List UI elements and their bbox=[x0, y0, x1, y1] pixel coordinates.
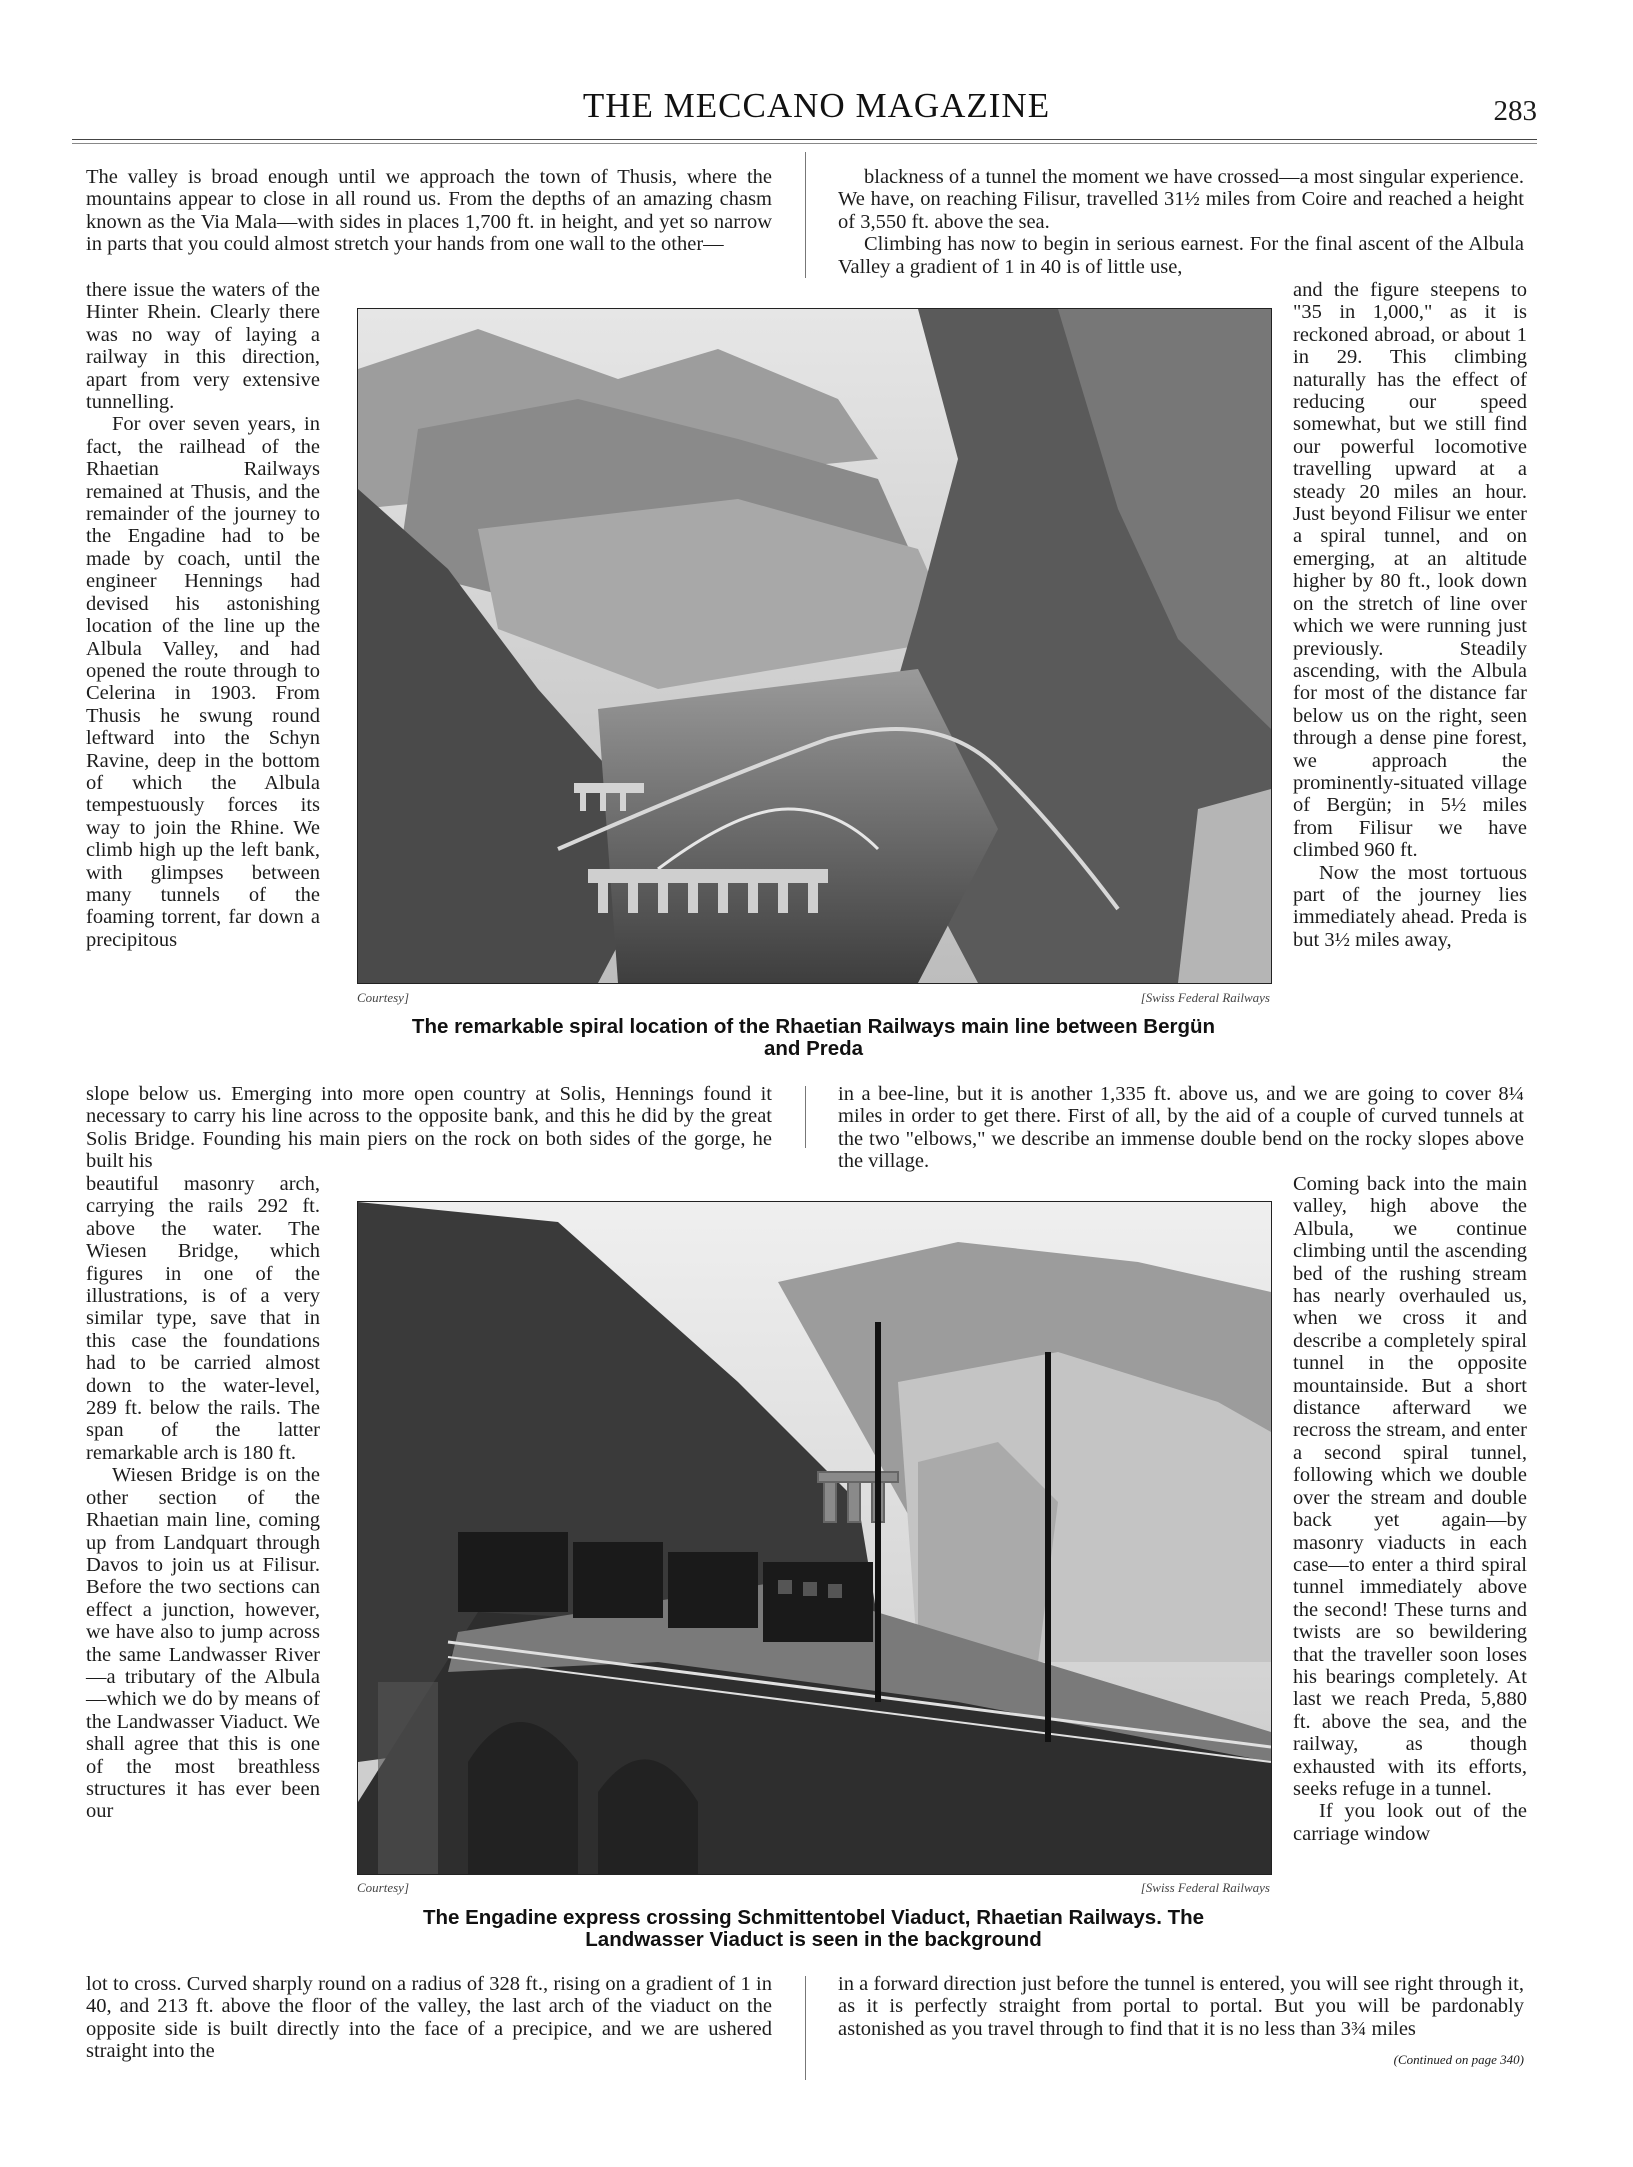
paragraph: in a forward direction just before the tunnel is entered, you will see right through it, as it is perfectly straight from portal to portal. But you will be pardonably astonished as you travel through to find that it is no less than 3¾ miles bbox=[838, 1973, 1524, 2040]
paragraph: If you look out of the carriage window bbox=[1293, 1800, 1527, 1845]
photo2-credit-left: Courtesy] bbox=[357, 1880, 409, 1895]
magazine-title: THE MECCANO MAGAZINE bbox=[582, 86, 1051, 125]
left-narrow-text-2 bbox=[86, 1173, 320, 1823]
right-middle-text bbox=[838, 1083, 1524, 1173]
caption-line: The remarkable spiral location of the Rhaetian Railways main line between Bergün bbox=[411, 1015, 1216, 1038]
photo-engadine-express bbox=[357, 1201, 1272, 1875]
photo-spiral-location bbox=[357, 308, 1272, 984]
photo1-credit-right: [Swiss Federal Railways bbox=[1140, 990, 1270, 1005]
left-middle-text bbox=[86, 1083, 772, 1173]
right-narrow-text-1 bbox=[1293, 279, 1527, 951]
left-narrow-text-1 bbox=[86, 279, 320, 951]
column-divider bbox=[805, 1976, 806, 2080]
paragraph: in a bee-line, but it is another 1,335 ft. above us, and we are going to cover 8¼ miles in order to get there. First of all, by the aid of a couple of curved tunnels at the two "elbows," we describe an immense double bend on the rocky slopes above the village. bbox=[838, 1083, 1524, 1173]
column-divider bbox=[805, 1086, 806, 1148]
right-bottom-text bbox=[838, 1973, 1524, 2040]
train-viaduct-image bbox=[358, 1202, 1271, 1874]
paragraph: there issue the waters of the Hinter Rhein. Clearly there was no way of laying a railway in this direction, apart from very extensive tunnelling. bbox=[86, 279, 320, 414]
paragraph: beautiful masonry arch, carrying the rails 292 ft. above the water. The Wiesen Bridge, which figures in one of the illustrations, is of a very similar type, save that in this case the foundations had to be carried almost down to the water-level, 289 ft. below the rails. The span of the latter remarkable arch is 180 ft. bbox=[86, 1173, 320, 1464]
caption-line: The Engadine express crossing Schmittentobel Viaduct, Rhaetian Railways. The bbox=[422, 1906, 1205, 1929]
paragraph: The valley is broad enough until we approach the town of Thusis, where the mountains appear to close in all round us. From the depths of an amazing chasm known as the Via Mala—with sides in places 1,700 ft. in height, and yet so narrow in parts that you could almost stretch your hands from one wall to the other— bbox=[86, 166, 772, 256]
header-rule bbox=[72, 139, 1537, 144]
photo2-caption bbox=[330, 1907, 1297, 1951]
column-divider bbox=[805, 152, 806, 278]
paragraph: and the figure steepens to "35 in 1,000," as it is reckoned abroad, or about 1 in 29. This climbing naturally has the effect of reducing our speed somewhat, but we still find our powerful locomotive travelling upward at a steady 20 miles an hour. Just beyond Filisur we enter a spiral tunnel, and on emerging, at an altitude higher by 80 ft., look down on the stretch of line over which we were running just previously. Steadily ascending, with the Albula for most of the distance far below us on the right, seen through a dense pine forest, we approach the prominently-situated village of Bergün; in 5½ miles from Filisur we have climbed 960 ft. bbox=[1293, 279, 1527, 862]
paragraph: Coming back into the main valley, high above the Albula, we continue climbing until the ascending bed of the rushing stream has nearly overhauled us, when we cross it and describe a completely spiral tunnel in the opposite mountainside. But a short distance afterward we recross the stream, and enter a second spiral tunnel, following which we double over the stream and double back yet again—by masonry viaducts in each case—to enter a third spiral tunnel immediately above the second! These turns and twists are so bewildering that the traveller soon loses his bearings completely. At last we reach Preda, 5,880 ft. above the sea, and the railway, as though exhausted with its efforts, seeks refuge in a tunnel. bbox=[1293, 1173, 1527, 1800]
paragraph: Climbing has now to begin in serious earnest. For the final ascent of the Albula Valley a gradient of 1 in 40 is of little use, bbox=[838, 233, 1524, 278]
paragraph: slope below us. Emerging into more open country at Solis, Hennings found it necessary to carry his line across to the opposite bank, and this he did by the great Solis Bridge. Founding his main piers on the rock on both sides of the gorge, he built his bbox=[86, 1083, 772, 1173]
right-top-text bbox=[838, 166, 1524, 278]
photo1-caption bbox=[330, 1016, 1297, 1060]
paragraph: Now the most tortuous part of the journey lies immediately ahead. Preda is but 3½ miles away, bbox=[1293, 861, 1527, 951]
photo1-credit-left: Courtesy] bbox=[357, 990, 409, 1005]
caption-line: and Preda bbox=[763, 1037, 864, 1060]
mountain-valley-image bbox=[358, 309, 1271, 983]
paragraph: blackness of a tunnel the moment we have crossed—a most singular experience. We have, on reaching Filisur, travelled 31½ miles from Coire and reached a height of 3,550 ft. above the sea. bbox=[838, 166, 1524, 233]
page-number: 283 bbox=[1493, 95, 1537, 127]
left-bottom-text bbox=[86, 1973, 772, 2063]
paragraph: Wiesen Bridge is on the other section of the Rhaetian main line, coming up from Landquart through Davos to join us at Filisur. Before the two sections can effect a junction, however, we have also to jump across the same Landwasser River—a tributary of the Albula—which we do by means of the Landwasser Viaduct. We shall agree that this is one of the most breathless structures it has ever been our bbox=[86, 1464, 320, 1823]
right-narrow-text-2 bbox=[1293, 1173, 1527, 1845]
paragraph: For over seven years, in fact, the railhead of the Rhaetian Railways remained at Thusis, and the remainder of the journey to the Engadine had to be made by coach, until the engineer Hennings had devised his astonishing location of the line up the Albula Valley, and had opened the route through to Celerina in 1903. From Thusis he swung round leftward into the Schyn Ravine, deep in the bottom of which the Albula tempestuously forces its way to join the Rhine. We climb high up the left bank, with glimpses between many tunnels of the foaming torrent, far down a precipitous bbox=[86, 413, 320, 951]
left-top-text bbox=[86, 166, 772, 256]
photo2-credit-right: [Swiss Federal Railways bbox=[1140, 1880, 1270, 1895]
continued-note: (Continued on page 340) bbox=[1393, 2052, 1524, 2067]
paragraph: lot to cross. Curved sharply round on a radius of 328 ft., rising on a gradient of 1 in 40, and 213 ft. above the floor of the valley, the last arch of the viaduct on the opposite side is built directly into the face of a precipice, and we are ushered straight into the bbox=[86, 1973, 772, 2063]
caption-line: Landwasser Viaduct is seen in the background bbox=[585, 1928, 1042, 1951]
